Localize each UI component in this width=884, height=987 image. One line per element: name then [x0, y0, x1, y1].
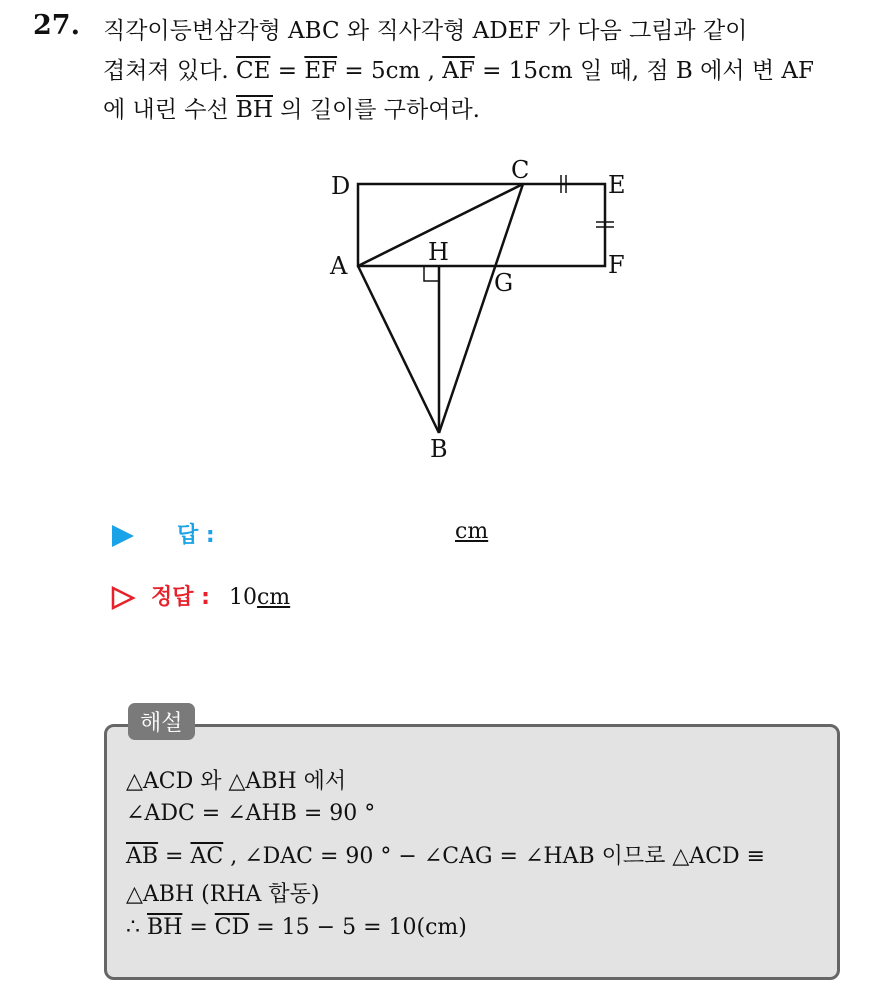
segment-ef: $\overline{EF}$ — [304, 58, 338, 84]
solution-line-5: ∴ $\overline{BH} = \overline{CD} = 15 - 5 = 10(cm)$ — [126, 915, 467, 940]
segment-ce: $\overline{CE}$ — [236, 58, 271, 84]
segment-ab: $\overline{AB}$ — [126, 844, 159, 869]
question-line-3: 에 내린 수선 $\overline{BH}$ 의 길이를 구하여라. — [103, 97, 480, 123]
answer-arrow-shape — [112, 525, 134, 547]
label-f: F — [608, 251, 625, 279]
segment-bh-solution: $\overline{BH}$ — [147, 915, 183, 940]
solution-line-2: ∠ADC = ∠AHB = 90 ° — [126, 801, 376, 826]
segment-bc-line — [439, 184, 523, 433]
solution-line-1: △ACD 와 △ABH 에서 — [126, 769, 347, 794]
answer-arrow-icon — [110, 523, 136, 549]
question-line-1: 직각이등변삼각형 ABC 와 직사각형 ADEF 가 다음 그림과 같이 — [103, 18, 748, 44]
question-number: 27. — [33, 10, 80, 41]
answer-label: 답 : — [177, 523, 215, 548]
solution-tag: 해설 — [128, 703, 195, 740]
segment-af: $\overline{AF}$ — [442, 58, 475, 84]
correct-answer-unit: cm — [256, 585, 291, 610]
label-c: C — [511, 156, 530, 184]
geometry-figure — [320, 150, 640, 470]
question-line-2: 겹쳐져 있다. $\overline{CE} = \overline{EF} = 5cm$ , $\overline{AF} = 15cm$ 일 때, 점 B 에서 변 AF — [103, 58, 814, 84]
label-b: B — [430, 435, 448, 463]
correct-arrow-shape — [113, 588, 133, 608]
label-h: H — [428, 238, 449, 266]
answer-row — [110, 518, 215, 549]
label-a: A — [330, 252, 348, 280]
segment-cd: $\overline{CD}$ — [214, 915, 250, 940]
segment-bh: $\overline{BH}$ — [236, 97, 273, 123]
label-d: D — [331, 172, 351, 200]
solution-line-4: △ABH (RHA 합동) — [126, 882, 320, 907]
label-g: G — [494, 269, 514, 297]
solution-line-3: $\overline{AB} = \overline{AC}$ , ∠DAC = 90 ° − ∠CAG = ∠HAB 이므로 △ACD ≡ — [126, 844, 766, 869]
answer-unit: cm — [455, 519, 489, 544]
correct-answer-value: 10 — [228, 585, 257, 610]
correct-answer-row — [110, 580, 290, 611]
correct-arrow-icon — [110, 585, 136, 611]
right-angle-mark — [424, 266, 439, 281]
segment-ab-line — [358, 266, 439, 433]
correct-answer-label: 정답 : — [151, 585, 210, 610]
rectangle-adef — [358, 184, 605, 266]
segment-ac: $\overline{AC}$ — [190, 844, 224, 869]
label-e: E — [608, 171, 626, 199]
